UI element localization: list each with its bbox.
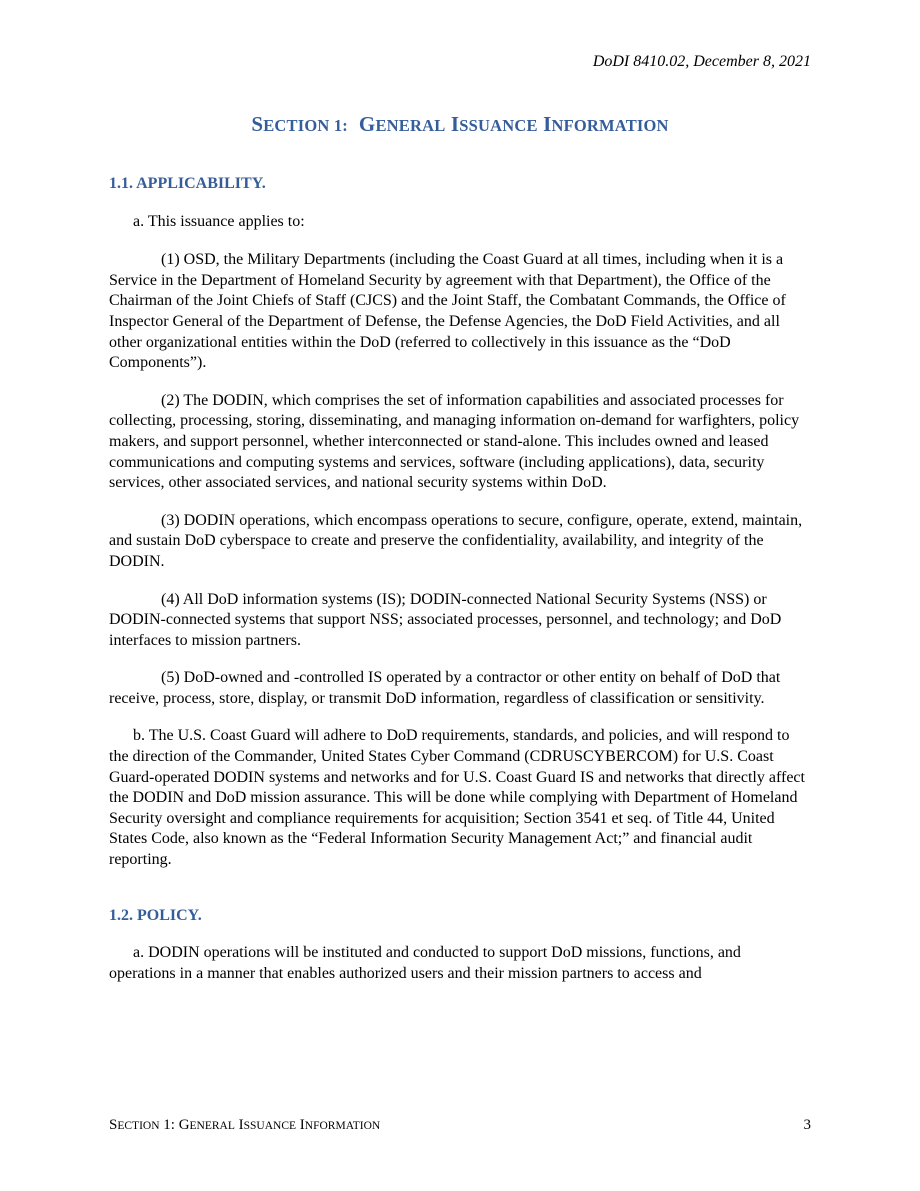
heading-policy: 1.2. POLICY. xyxy=(109,906,202,924)
section-title: SECTION 1: GENERAL ISSUANCE INFORMATION xyxy=(251,112,669,136)
paragraph-1-1-a: a. This issuance applies to: xyxy=(133,212,305,230)
document-reference: DoDI 8410.02, December 8, 2021 xyxy=(592,53,811,70)
paragraph-1-1-b: b. The U.S. Coast Guard will adhere to DoD requirements, standards, and policies, and will respond to the direction of the Commander, United States Cyber Command (CDRUSCYBERCOM) for U.S. Coast Guard-operated DODIN systems and networks and for U.S. Coast Guard IS and networks that directly affect the DODIN and DoD mission assurance. This will be done while complying with Department of Homeland Security oversight and compliance requirements for acquisition; Section 3541 et seq. of Title 44, United States Code, also known as the “Federal Information Security Management Act;” and financial audit reporting. xyxy=(109,727,805,869)
heading-applicability: 1.1. APPLICABILITY. xyxy=(109,175,266,192)
page-footer xyxy=(109,1117,811,1134)
paragraph-1-2-a: a. DODIN operations will be instituted and conducted to support DoD missions, functions, and operations in a manner that enables authorized users and their mission partners to access and xyxy=(109,944,741,982)
paragraph-1-1-a-1: (1) OSD, the Military Departments (including the Coast Guard at all times, including when it is a Service in the Department of Homeland Security by agreement with that Department), the Office of the Chairman of the Joint Chiefs of Staff (CJCS) and the Joint Staff, the Combatant Commands, the Office of Inspector General of the Department of Defense, the Defense Agencies, the DoD Field Activities, and all other organizational entities within the DoD (referred to collectively in this issuance as the “DoD Components”). xyxy=(109,251,786,372)
paragraph-1-1-a-2: (2) The DODIN, which comprises the set of information capabilities and associated processes for collecting, processing, storing, disseminating, and managing information on-demand for warfighters, policy makers, and support personnel, whether interconnected or stand-alone. This includes owned and leased communications and computing systems and services, software (including applications), data, security services, other associated services, and national security systems within DoD. xyxy=(109,391,800,492)
paragraph-1-1-a-5: (5) DoD-owned and -controlled IS operated by a contractor or other entity on behalf of DoD that receive, process, store, display, or transmit DoD information, regardless of classification or sensitivity. xyxy=(109,669,781,707)
page-body xyxy=(109,174,811,1002)
page-number: 3 xyxy=(803,1117,811,1133)
footer-section-label: SECTION 1: GENERAL ISSUANCE INFORMATION xyxy=(109,1117,381,1133)
paragraph-1-1-a-4: (4) All DoD information systems (IS); DODIN-connected National Security Systems (NSS) or DODIN-connected systems that support NSS; associated processes, personnel, and technology; and DoD interfaces to mission partners. xyxy=(109,590,782,649)
paragraph-1-1-a-3: (3) DODIN operations, which encompass operations to secure, configure, operate, extend, maintain, and sustain DoD cyberspace to create and preserve the confidentiality, availability, and integrity of the DODIN. xyxy=(109,511,803,570)
